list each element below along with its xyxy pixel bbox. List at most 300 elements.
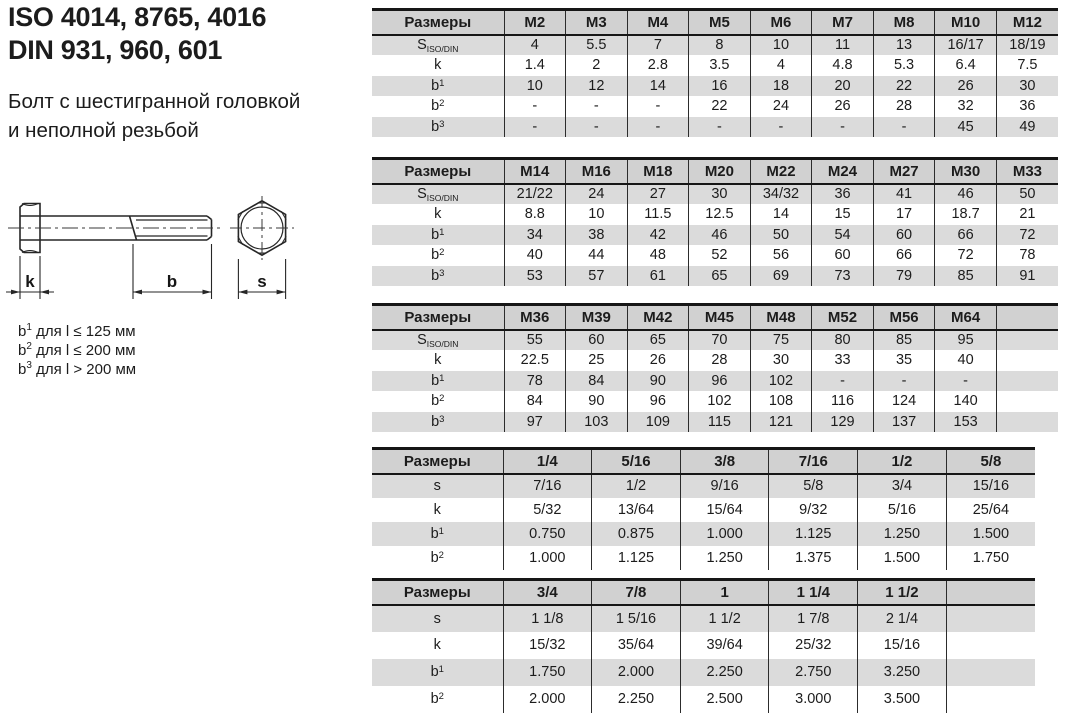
dimension-cell: 49 [996,117,1058,138]
row-label-text [431,664,444,680]
empty-cell [996,412,1058,433]
size-column-header: M56 [873,305,935,330]
dimension-cell: 102 [750,371,812,392]
size-column-header: M33 [996,159,1058,184]
dimension-cell: 14 [627,76,689,97]
row-label-base: s [433,610,441,627]
dimension-cell: 1.500 [946,522,1035,546]
dimension-cell: 36 [812,184,874,205]
dimension-cell: 12 [566,76,628,97]
size-column-header: 1/2 [858,449,947,474]
dimension-cell: 35 [873,350,935,371]
dimension-cell: 3.500 [858,686,947,713]
dimension-cell: 14 [750,204,812,225]
size-column-header: 7/16 [769,449,858,474]
dimension-cell: 124 [873,391,935,412]
table-row [372,686,1035,713]
empty-column-header [996,305,1058,330]
row-label-base: k [434,352,442,369]
row-label-subscript: ISO/DIN [426,43,459,54]
size-column-header: M7 [812,10,874,35]
dimension-cell: 3.5 [689,55,751,76]
dimension-cell: 15/32 [503,632,592,659]
row-label-base: b [431,267,440,284]
empty-cell [996,330,1058,351]
dimension-cell: 1 5/16 [592,605,681,632]
row-label-base: b [430,664,439,680]
metric-table-m36-m64 [372,303,1058,432]
row-label [372,184,504,205]
dimension-cell: 11.5 [627,204,689,225]
row-label [372,245,504,266]
dimension-cell: 40 [935,350,997,371]
row-label [372,371,504,392]
table-header-row [372,10,1058,35]
dimension-cell: 12.5 [689,204,751,225]
dimension-cell: 69 [750,266,812,287]
row-label [372,96,504,117]
dimension-cell: 24 [566,184,628,205]
empty-cell [946,605,1035,632]
dimension-cell: 11 [812,35,874,56]
dimension-cell: 30 [750,350,812,371]
empty-column-header [946,580,1035,605]
size-column-header: 1 1/2 [858,580,947,605]
thread-length-notes [18,322,136,379]
size-column-header: 3/8 [680,449,769,474]
row-label-text [431,393,444,409]
row-label-superscript: 3 [439,413,445,425]
row-label-text [431,550,444,566]
dimension-cell: 1 1/2 [680,605,769,632]
size-column-header: M5 [689,10,751,35]
dimension-cell: 115 [689,412,751,433]
dimension-cell: 25/64 [946,498,1035,522]
table-row [372,245,1058,266]
size-column-header: M24 [812,159,874,184]
dimension-cell: 9/32 [769,498,858,522]
dimension-cell: 6.4 [935,55,997,76]
row-label-text [417,332,458,348]
dimension-cell: - [689,117,751,138]
row-label [372,412,504,433]
dimension-cell: 84 [566,371,628,392]
imperial-table-threequarters-to-oneandhalf [372,578,1035,713]
row-label-superscript: 1 [438,525,444,537]
table-header-row [372,449,1035,474]
dimension-cell: 25 [566,350,628,371]
dimension-cell: 30 [996,76,1058,97]
dimension-cell: - [566,117,628,138]
row-label-base: b [430,525,439,542]
size-column-header: M14 [504,159,566,184]
row-label [372,266,504,287]
dimension-cell: 22.5 [504,350,566,371]
row-label-superscript: 2 [438,549,444,561]
dimension-cell: 21 [996,204,1058,225]
dimension-cell: 39/64 [680,632,769,659]
size-column-header: M4 [627,10,689,35]
table-row [372,391,1058,412]
dimension-cell: 45 [935,117,997,138]
dimension-cell: 65 [627,330,689,351]
row-label-text [434,502,441,518]
dimension-cell: 55 [504,330,566,351]
dimension-cell: 78 [996,245,1058,266]
dimension-cell: 1.250 [680,546,769,570]
row-label [372,498,503,522]
dimension-cell: 36 [996,96,1058,117]
empty-cell [996,371,1058,392]
table-row [372,371,1058,392]
row-label-superscript: 1 [439,77,445,89]
size-column-header: 1 [680,580,769,605]
dimension-cell: 8.8 [504,204,566,225]
row-label-text [431,373,444,389]
dimension-cell: 2.250 [680,659,769,686]
dimension-cell: 10 [750,35,812,56]
row-label-base: k [433,501,441,518]
dim-k-label: k [25,272,35,291]
dimension-cell: 2.000 [592,659,681,686]
row-label-text [431,526,444,542]
dimension-cell: 2 [566,55,628,76]
row-label [372,522,503,546]
table-row [372,474,1035,498]
sizes-corner-header: Размеры [372,10,504,35]
table-row [372,76,1058,97]
size-column-header: M6 [750,10,812,35]
row-label-superscript: 3 [439,118,445,130]
row-label [372,330,504,351]
table-row [372,204,1058,225]
row-label [372,474,503,498]
dimension-cell: 5.5 [566,35,628,56]
row-label-base: b [430,549,439,566]
size-column-header: M2 [504,10,566,35]
row-label-text [431,227,444,243]
dimension-cell: 1.000 [503,546,592,570]
sizes-corner-header: Размеры [372,580,503,605]
dimension-cell: 1/2 [592,474,681,498]
note-b1: $b^1$ для l ≤ 125 мм [18,322,136,340]
row-label [372,204,504,225]
table-row [372,632,1035,659]
dimension-cell: 5/32 [503,498,592,522]
dimension-cell: 41 [873,184,935,205]
dimension-cell: 79 [873,266,935,287]
dimension-cell: 1.125 [769,522,858,546]
dimension-cell: 54 [812,225,874,246]
size-column-header: 1/4 [503,449,592,474]
dimension-cell: 28 [689,350,751,371]
dimension-cell: 129 [812,412,874,433]
note-b3: $b^3$ для l > 200 мм [18,360,137,378]
dimension-cell: 0.875 [592,522,681,546]
dimension-cell: 1.000 [680,522,769,546]
row-label-text [431,98,444,114]
row-label-text [434,352,441,368]
dimension-cell: 91 [996,266,1058,287]
size-column-header: M48 [750,305,812,330]
table-row [372,605,1035,632]
dimension-cell: 72 [935,245,997,266]
dimension-cell: 15/16 [858,632,947,659]
dimension-cell: 72 [996,225,1058,246]
dimension-cell: - [812,117,874,138]
dimension-cell: 40 [504,245,566,266]
dimension-cell: 33 [812,350,874,371]
row-label-base: b [431,247,440,264]
dimension-cell: 65 [689,266,751,287]
dim-b-label: b [166,272,178,291]
dimension-cell: 2.8 [627,55,689,76]
dimension-cell: 137 [873,412,935,433]
dimension-cell: 50 [750,225,812,246]
dimension-cell: 1 7/8 [769,605,858,632]
size-column-header: M20 [689,159,751,184]
dimension-cell: 61 [627,266,689,287]
dimension-cell: 109 [627,412,689,433]
dimension-cell: 80 [812,330,874,351]
dimension-cell: 16 [689,76,751,97]
size-column-header: M39 [566,305,628,330]
size-column-header: M42 [627,305,689,330]
dimension-cell: 18/19 [996,35,1058,56]
dimension-cell: 13 [873,35,935,56]
dimension-cell: 1.125 [592,546,681,570]
table-row [372,330,1058,351]
size-column-header: M12 [996,10,1058,35]
dimension-cell: 18.7 [935,204,997,225]
table-header-row [372,580,1035,605]
dimension-cell: 1 1/8 [503,605,592,632]
dimension-cell: - [935,371,997,392]
size-column-header: M3 [566,10,628,35]
dimension-cell: 3.250 [858,659,947,686]
row-label-text [431,691,444,707]
row-label [372,55,504,76]
dimension-cell: 73 [812,266,874,287]
table-row [372,659,1035,686]
row-label-text [431,78,444,94]
dimension-cell: 7/16 [503,474,592,498]
row-label-base: b [431,372,440,389]
row-label [372,76,504,97]
dimension-cell: 2.250 [592,686,681,713]
row-label [372,117,504,138]
dimension-cell: 16/17 [935,35,997,56]
row-label-superscript: 2 [439,98,445,110]
dimension-cell: 34/32 [750,184,812,205]
end-view-centerlines [230,196,294,260]
row-label-base: b [431,98,440,115]
row-label-base: b [431,118,440,135]
dimension-cell: 56 [750,245,812,266]
dimension-cell: 24 [750,96,812,117]
dimension-cell: 50 [996,184,1058,205]
row-label [372,225,504,246]
row-label [372,391,504,412]
dimension-cell: 34 [504,225,566,246]
dimension-cell: 66 [873,245,935,266]
row-label-superscript: 1 [439,372,445,384]
dimension-cell: 26 [812,96,874,117]
dimension-cell: - [504,96,566,117]
dimension-cell: 3.000 [769,686,858,713]
dimension-cell: 52 [689,245,751,266]
dimension-cell: 35/64 [592,632,681,659]
dimension-cell: 53 [504,266,566,287]
row-label-base: k [434,206,442,223]
dimension-cell: - [873,117,935,138]
dimension-cell: 97 [504,412,566,433]
size-column-header: M30 [935,159,997,184]
row-label-superscript: 2 [438,691,444,702]
dimension-cell: 1.750 [946,546,1035,570]
dimension-cell: 1.375 [769,546,858,570]
dimension-cell: 121 [750,412,812,433]
row-label [372,686,503,713]
dimension-cell: 10 [504,76,566,97]
bolt-technical-drawing [0,183,322,311]
din-standards-title: DIN 931, 960, 601 [8,35,223,65]
dimension-cell: 2 1/4 [858,605,947,632]
dimension-cell: 85 [873,330,935,351]
row-label-base: b [431,226,440,243]
row-label [372,35,504,56]
row-label-text [431,119,444,135]
sizes-corner-header: Размеры [372,449,503,474]
size-column-header: M27 [873,159,935,184]
product-name-line1: Болт с шестигранной головкой [8,90,301,113]
dimension-cell: 7 [627,35,689,56]
row-label-text [434,57,441,73]
imperial-table-quarter-to-fiveeighths [372,447,1035,570]
row-label-base: b [430,691,439,707]
dimension-cell: 46 [935,184,997,205]
dimension-cell: 25/32 [769,632,858,659]
dimension-cell: 96 [689,371,751,392]
dimension-cell: 103 [566,412,628,433]
dimension-cell: 15/64 [680,498,769,522]
table-row [372,546,1035,570]
dimension-cell: 84 [504,391,566,412]
table-row [372,55,1058,76]
dimension-cell: 10 [566,204,628,225]
row-label-base: b [431,77,440,94]
dimension-cell: 38 [566,225,628,246]
size-column-header: M36 [504,305,566,330]
dimension-cell: - [750,117,812,138]
size-column-header: M8 [873,10,935,35]
sizes-corner-header: Размеры [372,305,504,330]
dimension-cell: 18 [750,76,812,97]
dimension-cell: 8 [689,35,751,56]
sizes-corner-header: Размеры [372,159,504,184]
product-name-line2: и неполной резьбой [8,119,199,142]
row-label-subscript: ISO/DIN [426,192,459,203]
dimension-cell: 2.000 [503,686,592,713]
table-header-row [372,159,1058,184]
row-label-base: b [431,413,440,430]
dimension-cell: 1.250 [858,522,947,546]
table-row [372,522,1035,546]
dimension-cell: - [873,371,935,392]
size-column-header: 3/4 [503,580,592,605]
table-row [372,350,1058,371]
dimension-cell: 7.5 [996,55,1058,76]
dimension-cell: 3/4 [858,474,947,498]
dimension-cell: 5/8 [769,474,858,498]
row-label-text [431,414,444,430]
row-label [372,659,503,686]
size-column-header: 5/8 [946,449,1035,474]
dimension-cell: 27 [627,184,689,205]
dimension-cell: 42 [627,225,689,246]
size-column-header: M45 [689,305,751,330]
dim-s-label: s [257,272,267,291]
dimension-cell: 90 [627,371,689,392]
size-column-header: 1 1/4 [769,580,858,605]
row-label-superscript: 1 [439,226,445,238]
dimension-cell: 96 [627,391,689,412]
empty-cell [946,632,1035,659]
row-label-text [431,268,444,284]
dimension-cell: - [627,96,689,117]
dimension-cell: 22 [689,96,751,117]
dimension-cell: 1.750 [503,659,592,686]
row-label [372,350,504,371]
dimension-cell: 102 [689,391,751,412]
dimension-cell: 17 [873,204,935,225]
row-label-text [417,186,458,202]
dimension-cell: 4.8 [812,55,874,76]
table-row [372,184,1058,205]
dimension-cell: 0.750 [503,522,592,546]
row-label-subscript: ISO/DIN [426,338,459,349]
row-label-superscript: 3 [439,267,445,279]
dimension-cell: 60 [566,330,628,351]
dimension-cell: 116 [812,391,874,412]
dimension-cell: 90 [566,391,628,412]
empty-cell [996,350,1058,371]
row-label [372,546,503,570]
row-label-base: k [434,57,442,74]
row-label-text [431,247,444,263]
dimension-cell: 153 [935,412,997,433]
empty-cell [946,686,1035,713]
row-label-superscript: 2 [439,247,445,259]
dimension-cell: 48 [627,245,689,266]
table-row [372,266,1058,287]
iso-standards-title: ISO 4014, 8765, 4016 [8,2,267,32]
size-column-header: M22 [750,159,812,184]
dimension-cell: - [566,96,628,117]
dimension-cell: 95 [935,330,997,351]
table-header-row [372,305,1058,330]
note-b2: $b^2$ для l ≤ 200 мм [18,341,136,359]
table-row [372,117,1058,138]
size-column-header: M52 [812,305,874,330]
table-row [372,35,1058,56]
row-label-base: k [433,637,441,653]
empty-cell [946,659,1035,686]
dimension-cell: 78 [504,371,566,392]
dimension-cell: 26 [627,350,689,371]
size-column-header: 5/16 [592,449,681,474]
dimension-cell: 1.4 [504,55,566,76]
